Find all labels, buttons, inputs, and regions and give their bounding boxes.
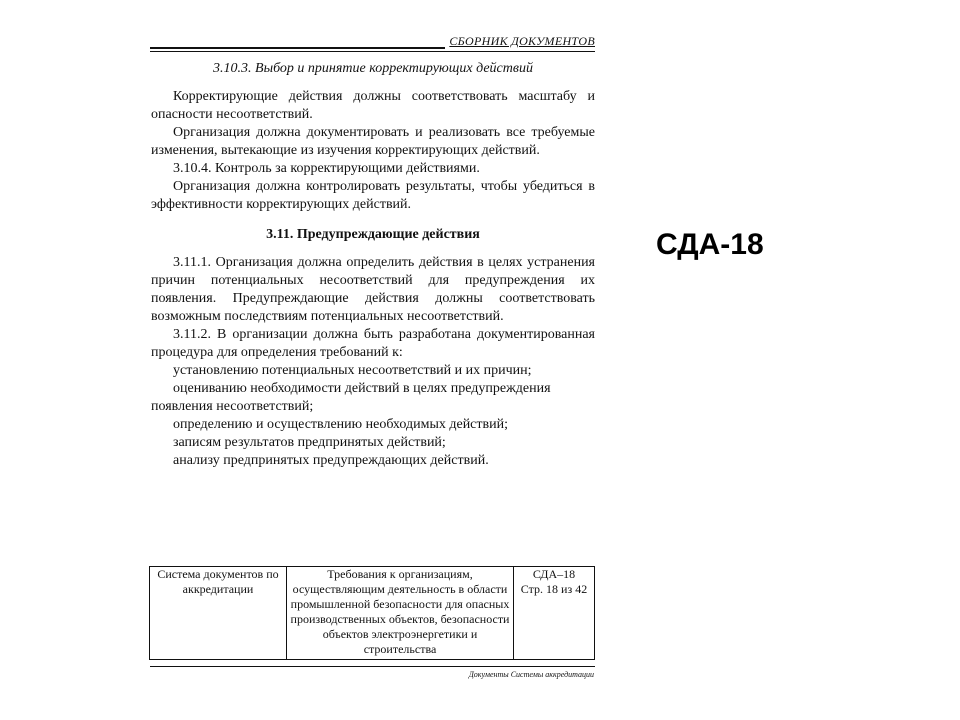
paragraph: Организация должна документировать и реализовать все требуемые изменения, вытекающие из изучения корректирующих действий.: [151, 125, 595, 158]
paragraph: Организация должна контролировать результаты, чтобы убедиться в эффективности корректирующих действий.: [151, 179, 595, 212]
main-text: [151, 60, 595, 470]
list-item: определению и осуществлению необходимых действий;: [173, 417, 509, 432]
paragraph: Корректирующие действия должны соответствовать масштабу и опасности несоответствий.: [151, 89, 595, 122]
paragraph-subheading-3-10-4: 3.10.4. Контроль за корректирующими действиями.: [173, 161, 480, 176]
bottom-rule: [150, 666, 595, 667]
section-heading-3-11: 3.11. Предупреждающие действия: [266, 227, 480, 242]
document-code-label: СДА-18: [656, 228, 764, 261]
paragraph-3-11-2: 3.11.2. В организации должна быть разработана документированная процедура для определения требований к:: [151, 327, 595, 360]
section-heading-3-10-3: 3.10.3. Выбор и принятие корректирующих действий: [213, 61, 533, 76]
list-item: записям результатов предпринятых действий;: [173, 435, 446, 450]
list-item: анализу предпринятых предупреждающих действий.: [173, 453, 489, 468]
list-item: установлению потенциальных несоответствий и их причин;: [173, 363, 532, 378]
footer-table: [149, 566, 595, 660]
footer-page-number: Стр. 18 из 42: [520, 582, 588, 596]
footer-caption: Документы Системы аккредитации: [468, 670, 594, 679]
running-header-title: СБОРНИК ДОКУМЕНТОВ: [445, 34, 595, 49]
paragraph-3-11-1: 3.11.1. Организация должна определить действия в целях устранения причин потенциальных несоответствий для предупреждения их появления. Предупреждающие действия должны соответствовать возможным последствиям потенциальных несоответствий.: [151, 255, 595, 324]
footer-system-cell: Система документов по аккредитации: [150, 567, 287, 660]
footer-table-row: [150, 567, 595, 660]
footer-code: СДА–18: [532, 567, 576, 581]
header-rule-thin: [150, 51, 595, 52]
list-item: оцениванию необходимости действий в целях предупреждения появления несоответствий;: [151, 381, 551, 414]
footer-requirements-cell: Требования к организациям, осуществляющим деятельность в области промышленной безопасности для опасных производственных объектов, безопасности объектов электроэнергетики и строительства: [287, 567, 514, 660]
footer-code-cell: [514, 567, 595, 660]
